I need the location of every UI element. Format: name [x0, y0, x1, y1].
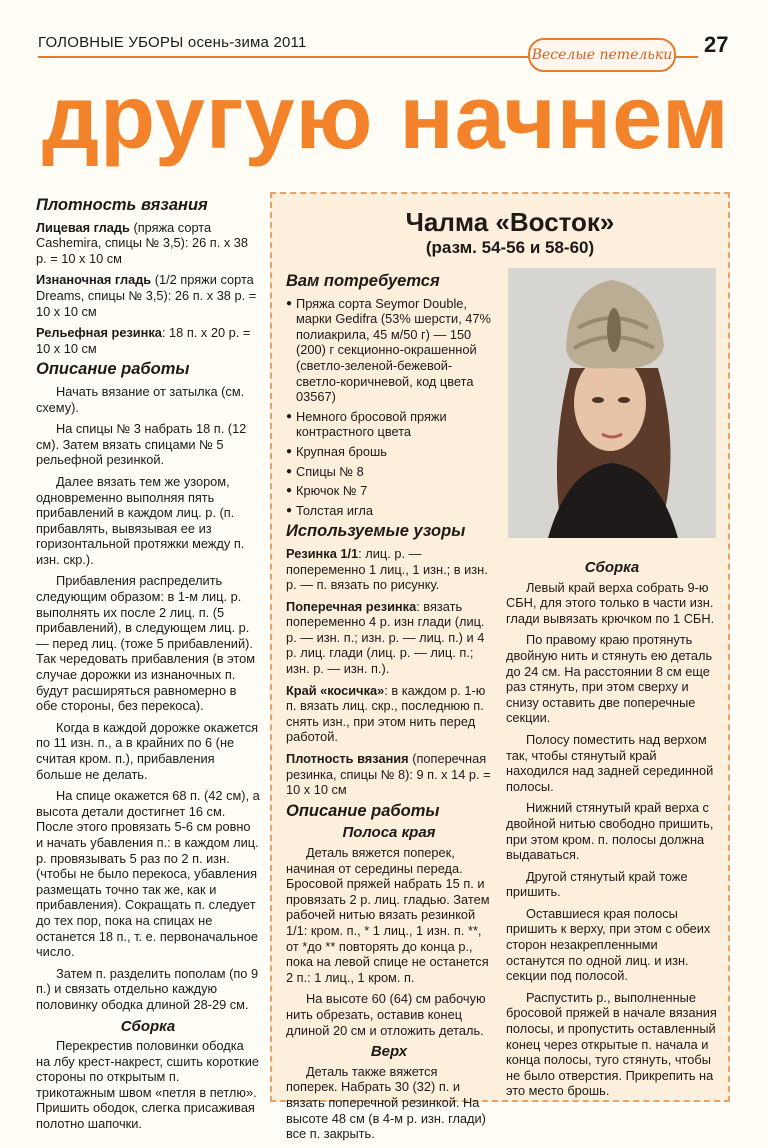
- material-item: ● Крупная брошь: [286, 444, 492, 460]
- item-label: Изнаночная гладь: [36, 272, 152, 288]
- page-number: 27: [704, 32, 729, 57]
- headline: другую начнем: [42, 68, 730, 168]
- item-label: Поперечная резинка: [286, 598, 417, 614]
- material-item: ● Спицы № 8: [286, 464, 492, 480]
- labeled-item: [36, 272, 260, 319]
- paragraph: На высоте 60 (64) см рабочую нить обрезать, оставив конец длиной 20 см и отложить деталь.: [286, 991, 486, 1038]
- labeled-item: [286, 683, 492, 745]
- item-text: (пряжа сорта Cashemira, спицы № 3,5): 26 п. х 38 р. = 10 х 10 см: [36, 219, 249, 266]
- labeled-item: [36, 220, 260, 267]
- right-column: [506, 556, 718, 1105]
- paragraph: Перекрестив половинки ободка на лбу крест-накрест, сшить короткие стороны по открытым п. трикотажным швом «петля в петлю». Пришить ободок, слегка присаживая полотно шапочки.: [36, 1038, 259, 1132]
- labeled-item: [286, 599, 492, 677]
- paragraph: По правому краю протянуть двойную нить и стянуть ею деталь до 24 см. На расстоянии 8 см еще раз стянуть, при этом сверху и снизу оставить две поперечные секции.: [506, 632, 713, 726]
- panel-assembly-text: [506, 580, 718, 1099]
- density-list: [36, 220, 260, 357]
- assembly-text: [36, 1038, 260, 1132]
- labeled-item: [36, 325, 260, 356]
- need-title: Вам потребуется: [286, 272, 440, 290]
- item-text: : лиц. р. — попеременно 1 лиц., 1 изн.; в изн. р. — п. вязать по рисунку.: [286, 545, 488, 593]
- paragraph: Начать вязание от затылка (см. схему).: [36, 383, 245, 415]
- item-text: : в каждом р. 1-ю п. вязать лиц. скр., последнюю п. снять изн., при этом нить перед работой.: [286, 682, 486, 745]
- paragraph: Нижний стянутый край верха с двойной нитью свободно пришить, при этом кром. п. полосы должна выдаваться.: [506, 800, 714, 863]
- item-label: Край «косичка»: [286, 682, 385, 698]
- material-item: ● Крючок № 7: [286, 483, 492, 499]
- panel-work-title: Описание работы: [286, 801, 440, 820]
- paragraph: На спице окажется 68 п. (42 см), а высота детали достигнет 16 см. После этого провязать 5-6 см ровно и начать убавления п.: в каждом лиц. р. провязывать 5 раз по 2 п. изн. (чтобы не было перекоса, убавления размещать точно так же, как и прибавления). Сокращать п. следует до тех пор, пока на спицах не останется 18 п., т. е. первоначальное число.: [36, 788, 260, 960]
- item-text: : вязать попеременно 4 р. изн глади (лиц. р. — изн. п.; изн. р. — лиц. п.) и 4 р. лиц. глади (лиц. р. — лиц. п.; изн. р. — изн. п.).: [286, 598, 485, 677]
- item-text: (поперечная резинка, спицы № 8): 9 п. х 14 р. = 10 х 10 см: [286, 751, 491, 798]
- paragraph: Прибавления распределить следующим образом: в 1-м лиц. р. выполнять их после 2 лиц. п. (5 прибавлений), в следующем лиц. р. — перед лиц. (тоже 5 прибавлений). Так чередовать прибавления (в этом случае дорожки из изнаночных п. будут расширяться равномерно в обе стороны, без перекоса).: [36, 573, 256, 714]
- materials-list: [286, 296, 492, 519]
- work-title: Описание работы: [36, 360, 190, 379]
- paragraph: Другой стянутый край тоже пришить.: [506, 868, 688, 900]
- top-title: Верх: [370, 1043, 408, 1061]
- strip-text: [286, 845, 492, 1038]
- patterns-list: [286, 546, 492, 798]
- paragraph: Оставшиеся края полосы пришить к верху, при этом с обеих сторон незакрепленными останутся по одной лиц. и изн. секции под полосой.: [506, 905, 711, 984]
- item-label: Резинка 1/1: [286, 545, 359, 561]
- item-label: Плотность вязания: [286, 751, 409, 767]
- middle-column: [286, 272, 492, 1148]
- paragraph: Левый край верха собрать 9-ю СБН, для этого только в части изн. глади вывязать крючком по 1 СБН.: [506, 579, 715, 626]
- labeled-item: [286, 751, 492, 798]
- paragraph: Деталь также вяжется поперек. Набрать 30 (32) п. и вязать поперечной резинкой. На высоте 48 см (в 4-м р. изн. глади) все п. закрыть.: [286, 1063, 486, 1142]
- work-text: [36, 384, 260, 1013]
- magazine-logo: Веселые петельки: [528, 38, 676, 72]
- density-title: Плотность вязания: [36, 196, 208, 214]
- item-text: (1/2 пряжи сорта Dreams, спицы № 3,5): 26 п. х 38 р. = 10 х 10 см: [36, 272, 257, 319]
- paragraph: Когда в каждой дорожке окажется по 11 изн. п., а в крайних по 6 (не считая кром. п.), прибавления больше не делать.: [36, 719, 259, 782]
- item-label: Рельефная резинка: [36, 325, 162, 341]
- item-text: : 18 п. х 20 р. = 10 х 10 см: [36, 325, 251, 356]
- left-column: [36, 196, 260, 1138]
- item-label: Лицевая гладь: [36, 219, 130, 235]
- labeled-item: [286, 546, 492, 593]
- material-item: ● Немного бросовой пряжи контрастного цвета: [286, 409, 492, 440]
- paragraph: Деталь вяжется поперек, начиная от середины переда. Бросовой пряжей набрать 15 п. и провязать 2 р. лиц. гладью. Затем рабочей нитью вязать резинкой 1/1: кром. п., * 1 лиц., 1 изн. п. **, от *до ** повторять до конца р., пока на левой спице не останется 2 п.: 1 лиц., 1 кром. п.: [286, 845, 490, 985]
- patterns-title: Используемые узоры: [286, 522, 466, 541]
- top-text: [286, 1064, 492, 1142]
- assembly-title: Сборка: [120, 1017, 176, 1035]
- model-photo: [508, 268, 716, 538]
- material-item: ● Толстая игла: [286, 503, 492, 519]
- pattern-size: (разм. 54-56 и 58-60): [425, 238, 595, 257]
- running-header: ГОЛОВНЫЕ УБОРЫ осень-зима 2011: [38, 34, 307, 51]
- paragraph: Затем п. разделить пополам (по 9 п.) и связать отдельно каждую половинку ободка длиной 28-29 см.: [36, 965, 259, 1012]
- paragraph: Далее вязать тем же узором, одновременно выполняя пять прибавлений в каждом лиц. р. (п. прибавлять, вывязывая ее из горизонтальной протяжки между п. изн. скр.).: [36, 473, 245, 567]
- material-item: ● Пряжа сорта Seymor Double, марки Gedifra (53% шерсти, 47% полиакрила, 45 м/50 г) — 150 (200) г секционно-окрашенной (светло-зеленой-бежевой-светло-коричневой, код цвета 03567): [286, 296, 492, 405]
- paragraph: Распустить р., выполненные бросовой пряжей в начале вязания полосы, и пропустить оставленный конец через открытые п. начала и конца полосы, туго стянуть, чтобы не было отверстия. Прикрепить на это место брошь.: [506, 989, 717, 1099]
- paragraph: На спицы № 3 набрать 18 п. (12 см). Затем вязать спицами № 5 рельефной резинкой.: [36, 421, 247, 468]
- strip-title: Полоса края: [342, 824, 436, 842]
- pattern-title: Чалма «Восток»: [405, 207, 615, 237]
- paragraph: Полосу поместить над верхом так, чтобы стянутый край находился над задней серединной полосы.: [506, 731, 714, 794]
- panel-assembly-title: Сборка: [584, 559, 640, 576]
